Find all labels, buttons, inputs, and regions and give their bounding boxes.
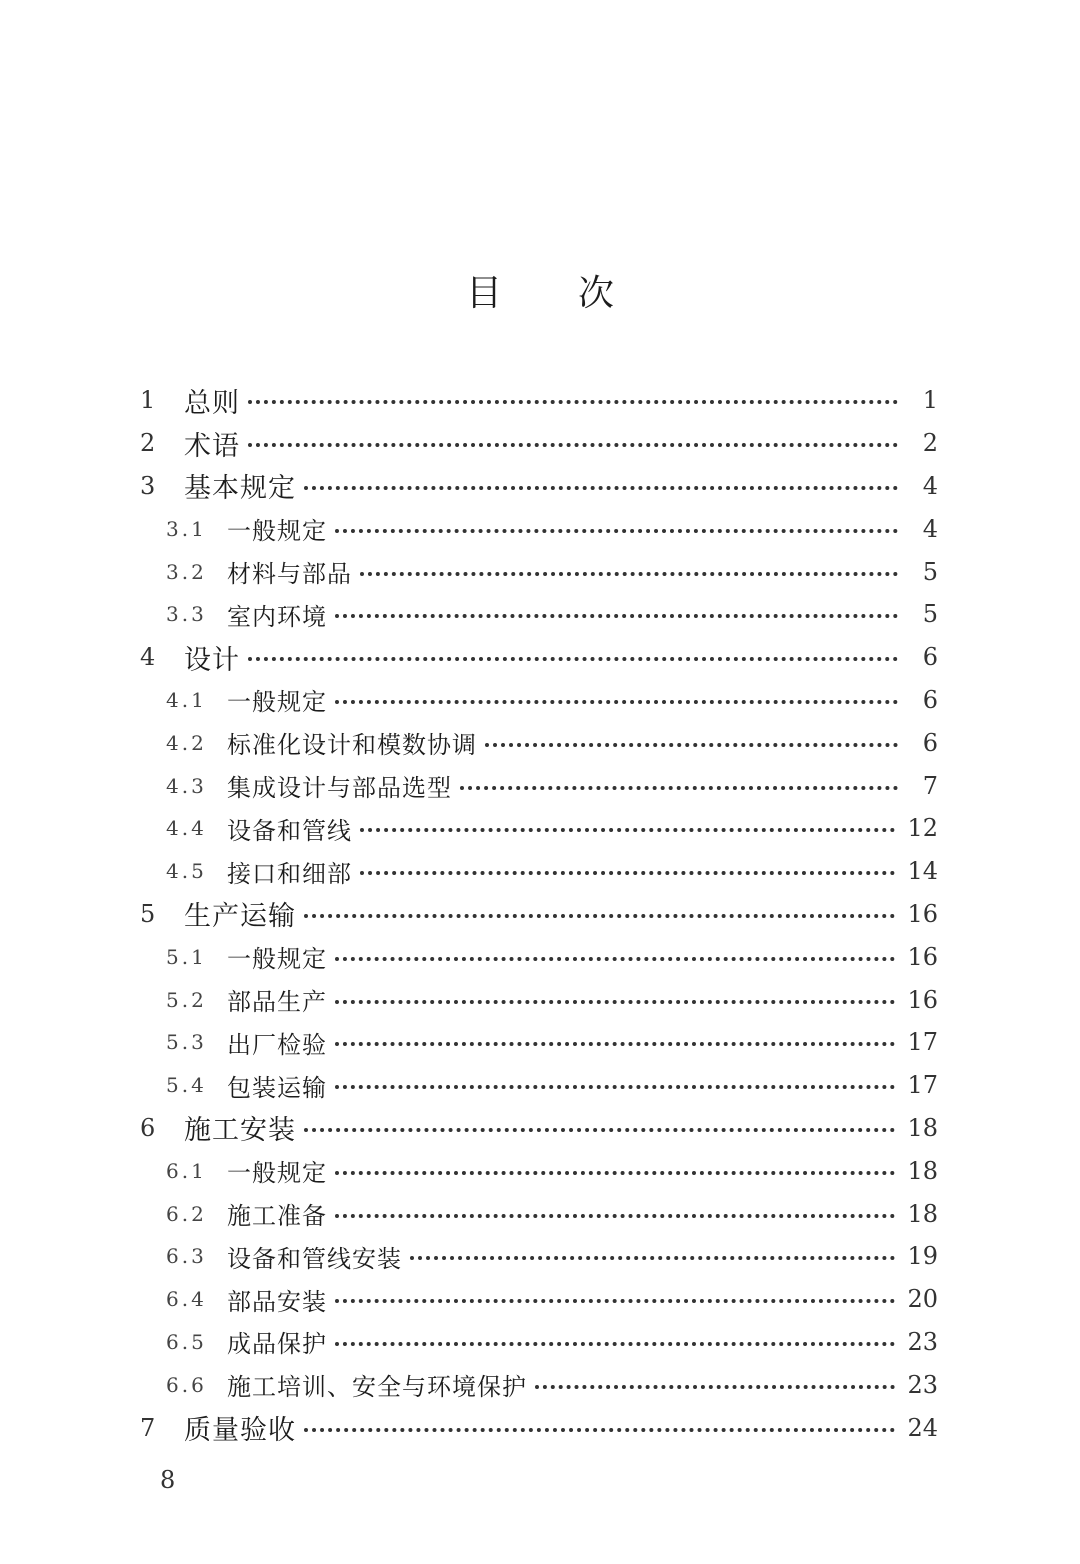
toc-section-entry[interactable] bbox=[140, 1192, 938, 1235]
toc-section-entry[interactable] bbox=[140, 550, 938, 593]
toc-entry-number: 2 bbox=[140, 429, 156, 458]
toc-section-entry[interactable] bbox=[140, 593, 938, 636]
toc-entry-number: 5.2 bbox=[166, 987, 207, 1012]
toc-entry-number: 5.4 bbox=[166, 1073, 207, 1098]
page-number: 8 bbox=[160, 1466, 176, 1494]
table-of-contents bbox=[140, 379, 938, 1449]
toc-entry-title: 施工培训、安全与环境保护 bbox=[227, 1373, 527, 1402]
toc-entry-page: 4 bbox=[922, 514, 938, 543]
toc-section-entry[interactable] bbox=[140, 679, 938, 722]
toc-entry-number: 6.2 bbox=[166, 1201, 207, 1226]
dot-leader bbox=[304, 486, 898, 490]
toc-entry-page: 18 bbox=[907, 1113, 938, 1142]
toc-entry-number: 3.3 bbox=[166, 602, 207, 627]
dot-leader bbox=[304, 1128, 895, 1132]
dot-leader bbox=[460, 786, 898, 790]
toc-entry-title: 接口和细部 bbox=[227, 859, 352, 888]
toc-chapter-entry[interactable] bbox=[140, 422, 938, 465]
toc-entry-number: 3.1 bbox=[166, 516, 207, 541]
toc-entry-number: 6 bbox=[140, 1113, 156, 1142]
dot-leader bbox=[335, 1214, 895, 1218]
toc-entry-page: 16 bbox=[907, 899, 938, 928]
toc-chapter-entry[interactable] bbox=[140, 379, 938, 422]
dot-leader bbox=[304, 1428, 895, 1432]
toc-entry-title: 基本规定 bbox=[184, 473, 296, 505]
toc-entry-number: 5.3 bbox=[166, 1030, 207, 1055]
toc-entry-title: 施工安装 bbox=[184, 1115, 296, 1147]
dot-leader bbox=[335, 1000, 895, 1004]
toc-entry-page: 18 bbox=[907, 1199, 938, 1228]
toc-entry-title: 一般规定 bbox=[227, 688, 327, 717]
title-char-2: 次 bbox=[578, 273, 615, 314]
toc-section-entry[interactable] bbox=[140, 1321, 938, 1364]
toc-chapter-entry[interactable] bbox=[140, 636, 938, 679]
toc-entry-title: 一般规定 bbox=[227, 945, 327, 974]
toc-section-entry[interactable] bbox=[140, 1149, 938, 1192]
toc-entry-page: 6 bbox=[922, 643, 938, 672]
toc-entry-title: 设备和管线安装 bbox=[227, 1244, 402, 1273]
toc-entry-page: 12 bbox=[907, 814, 938, 843]
dot-leader bbox=[248, 443, 898, 447]
toc-entry-title: 包装运输 bbox=[227, 1073, 327, 1102]
toc-section-entry[interactable] bbox=[140, 507, 938, 550]
toc-section-entry[interactable] bbox=[140, 978, 938, 1021]
toc-entry-number: 4.1 bbox=[166, 687, 207, 712]
toc-entry-number: 4.3 bbox=[166, 773, 207, 798]
toc-entry-page: 18 bbox=[907, 1156, 938, 1185]
toc-entry-page: 16 bbox=[907, 985, 938, 1014]
toc-chapter-entry[interactable] bbox=[140, 1406, 938, 1449]
toc-entry-title: 总则 bbox=[184, 387, 240, 419]
toc-entry-title: 施工准备 bbox=[227, 1202, 327, 1231]
toc-section-entry[interactable] bbox=[140, 721, 938, 764]
toc-entry-number: 4 bbox=[140, 643, 156, 672]
toc-entry-number: 4.4 bbox=[166, 816, 207, 841]
toc-entry-title: 部品安装 bbox=[227, 1287, 327, 1316]
toc-entry-number: 6.5 bbox=[166, 1329, 207, 1354]
toc-entry-page: 5 bbox=[922, 557, 938, 586]
toc-entry-title: 术语 bbox=[184, 430, 240, 462]
toc-entry-page: 1 bbox=[922, 386, 938, 415]
toc-section-entry[interactable] bbox=[140, 807, 938, 850]
toc-section-entry[interactable] bbox=[140, 935, 938, 978]
dot-leader bbox=[360, 828, 895, 832]
toc-entry-page: 23 bbox=[907, 1327, 938, 1356]
toc-entry-page: 6 bbox=[922, 728, 938, 757]
dot-leader bbox=[360, 572, 898, 576]
toc-entry-number: 3 bbox=[140, 471, 156, 500]
toc-entry-page: 17 bbox=[907, 1028, 938, 1057]
dot-leader bbox=[248, 400, 898, 404]
toc-chapter-entry[interactable] bbox=[140, 1107, 938, 1150]
toc-entry-title: 设计 bbox=[184, 644, 240, 676]
dot-leader bbox=[335, 1042, 895, 1046]
toc-section-entry[interactable] bbox=[140, 1064, 938, 1107]
toc-entry-page: 5 bbox=[922, 600, 938, 629]
toc-entry-page: 17 bbox=[907, 1071, 938, 1100]
dot-leader bbox=[248, 657, 898, 661]
toc-entry-number: 5.1 bbox=[166, 944, 207, 969]
toc-entry-title: 一般规定 bbox=[227, 517, 327, 546]
page-title bbox=[0, 268, 1080, 320]
toc-entry-number: 7 bbox=[140, 1413, 156, 1442]
dot-leader bbox=[535, 1385, 895, 1389]
toc-entry-number: 6.4 bbox=[166, 1287, 207, 1312]
toc-entry-page: 14 bbox=[907, 857, 938, 886]
toc-entry-page: 24 bbox=[907, 1413, 938, 1442]
toc-section-entry[interactable] bbox=[140, 1235, 938, 1278]
title-char-1: 目 bbox=[465, 273, 502, 314]
dot-leader bbox=[335, 529, 898, 533]
toc-entry-number: 6.6 bbox=[166, 1372, 207, 1397]
toc-entry-title: 一般规定 bbox=[227, 1159, 327, 1188]
toc-entry-number: 6.3 bbox=[166, 1244, 207, 1269]
toc-entry-title: 部品生产 bbox=[227, 988, 327, 1017]
dot-leader bbox=[335, 957, 895, 961]
toc-entry-title: 生产运输 bbox=[184, 901, 296, 933]
toc-chapter-entry[interactable] bbox=[140, 465, 938, 508]
toc-entry-number: 4.5 bbox=[166, 859, 207, 884]
toc-entry-page: 16 bbox=[907, 942, 938, 971]
dot-leader bbox=[485, 743, 898, 747]
toc-entry-page: 6 bbox=[922, 685, 938, 714]
toc-entry-number: 4.2 bbox=[166, 730, 207, 755]
dot-leader bbox=[304, 914, 895, 918]
dot-leader bbox=[360, 871, 895, 875]
toc-entry-page: 7 bbox=[922, 771, 938, 800]
dot-leader bbox=[335, 614, 898, 618]
toc-entry-page: 4 bbox=[922, 471, 938, 500]
toc-entry-page: 2 bbox=[922, 429, 938, 458]
toc-section-entry[interactable] bbox=[140, 1021, 938, 1064]
toc-entry-number: 6.1 bbox=[166, 1158, 207, 1183]
toc-entry-title: 质量验收 bbox=[184, 1415, 296, 1447]
toc-entry-title: 设备和管线 bbox=[227, 816, 352, 845]
toc-entry-page: 19 bbox=[907, 1242, 938, 1271]
toc-chapter-entry[interactable] bbox=[140, 893, 938, 936]
toc-entry-title: 室内环境 bbox=[227, 602, 327, 631]
dot-leader bbox=[335, 1171, 895, 1175]
toc-entry-title: 出厂检验 bbox=[227, 1030, 327, 1059]
toc-section-entry[interactable] bbox=[140, 764, 938, 807]
dot-leader bbox=[335, 1299, 895, 1303]
toc-entry-number: 3.2 bbox=[166, 559, 207, 584]
toc-entry-number: 5 bbox=[140, 899, 156, 928]
dot-leader bbox=[410, 1256, 895, 1260]
toc-section-entry[interactable] bbox=[140, 1363, 938, 1406]
toc-entry-title: 材料与部品 bbox=[227, 560, 352, 589]
toc-entry-title: 标准化设计和模数协调 bbox=[227, 731, 477, 760]
toc-entry-page: 23 bbox=[907, 1370, 938, 1399]
dot-leader bbox=[335, 1342, 895, 1346]
toc-section-entry[interactable] bbox=[140, 1278, 938, 1321]
toc-entry-number: 1 bbox=[140, 386, 156, 415]
toc-entry-title: 成品保护 bbox=[227, 1330, 327, 1359]
toc-entry-title: 集成设计与部品选型 bbox=[227, 774, 452, 803]
dot-leader bbox=[335, 700, 898, 704]
toc-entry-page: 20 bbox=[907, 1285, 938, 1314]
dot-leader bbox=[335, 1085, 895, 1089]
toc-section-entry[interactable] bbox=[140, 850, 938, 893]
